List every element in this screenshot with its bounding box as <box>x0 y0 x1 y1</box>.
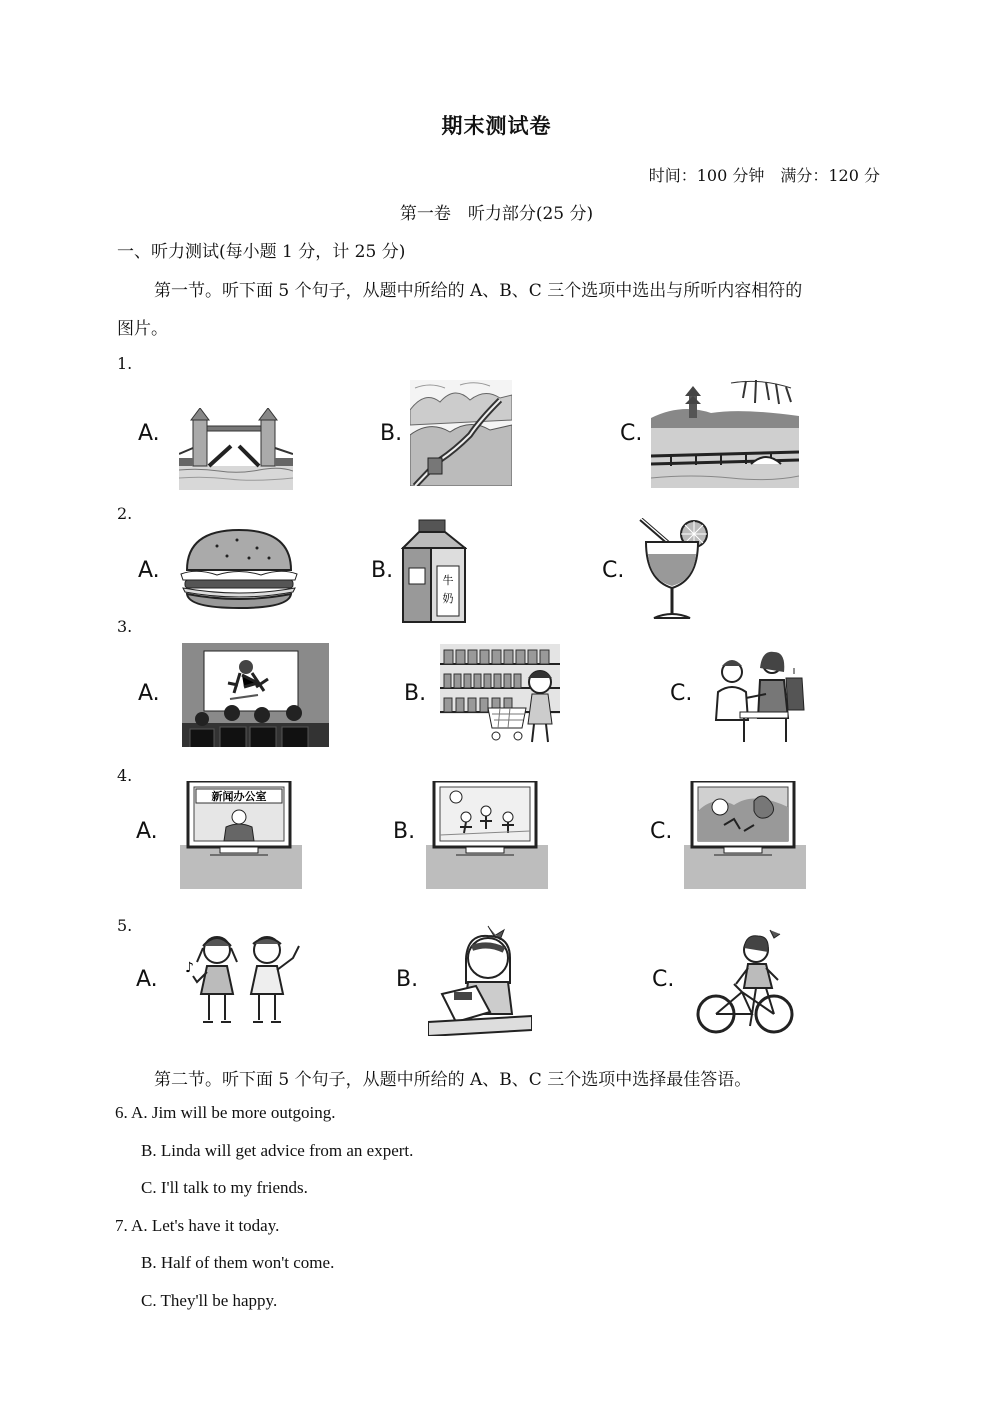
option-label-c: C. <box>670 681 693 706</box>
option-label-b: B. <box>396 967 419 992</box>
clothes-shop-picture <box>710 650 814 742</box>
juice-glass-picture <box>636 518 712 624</box>
part-title: 第一卷 听力部分(25 分) <box>399 204 594 224</box>
tv-cartoon-picture <box>684 781 806 889</box>
option-label-a: A. <box>138 421 160 446</box>
q7-option-c: C. They'll be happy. <box>141 1291 278 1310</box>
option-label-a: A. <box>138 681 160 706</box>
section-heading: 一、听力测试(每小题 1 分，计 25 分) <box>117 242 406 262</box>
tv-news-picture <box>180 781 302 889</box>
q6-option-b: B. Linda will get advice from an expert. <box>141 1141 414 1160</box>
music-note-icon: ♪ <box>185 960 194 976</box>
option-label-c: C. <box>602 558 625 583</box>
tower-bridge-picture <box>179 408 293 490</box>
girl-cycling-picture <box>696 928 794 1036</box>
option-label-b: B. <box>371 558 394 583</box>
sub-instruction-1-cont: 图片。 <box>117 319 168 339</box>
option-label-a: A. <box>138 558 160 583</box>
option-label-c: C. <box>652 967 675 992</box>
q7-option-b: B. Half of them won't come. <box>141 1253 335 1272</box>
question-number: 2. <box>117 504 133 523</box>
q6-option-a: 6. A. Jim will be more outgoing. <box>115 1103 336 1122</box>
hamburger-picture <box>177 528 301 610</box>
west-lake-picture <box>651 378 799 488</box>
question-number: 1. <box>117 354 133 373</box>
option-label-b: B. <box>380 421 403 446</box>
question-number: 3. <box>117 617 133 636</box>
girls-singing-picture <box>181 928 305 1028</box>
option-label-c: C. <box>620 421 643 446</box>
cinema-picture <box>182 643 329 747</box>
option-label-a: A. <box>136 967 158 992</box>
exam-meta: 时间：100 分钟 满分：120 分 <box>648 166 880 185</box>
tv-soccer-picture <box>426 781 548 889</box>
question-number: 5. <box>117 916 133 935</box>
option-label-b: B. <box>393 819 416 844</box>
milk-label-2: 奶 <box>442 592 454 605</box>
q6-option-c: C. I'll talk to my friends. <box>141 1178 308 1197</box>
girl-reading-picture <box>428 924 532 1036</box>
great-wall-picture <box>410 380 512 486</box>
option-label-c: C. <box>650 819 673 844</box>
milk-label-1: 牛 <box>442 574 454 587</box>
supermarket-picture <box>440 644 560 744</box>
q7-option-a: 7. A. Let's have it today. <box>115 1216 280 1235</box>
sub-instruction-2: 第二节。听下面 5 个句子，从题中所给的 A、B、C 三个选项中选择最佳答语。 <box>154 1070 752 1090</box>
page-title: 期末测试卷 <box>441 113 552 138</box>
milk-carton-picture <box>401 518 467 624</box>
question-number: 4. <box>117 766 133 785</box>
tv-news-label: 新闻办公室 <box>211 790 267 803</box>
sub-instruction-1: 第一节。听下面 5 个句子，从题中所给的 A、B、C 三个选项中选出与所听内容相符的 <box>154 281 803 301</box>
option-label-b: B. <box>404 681 427 706</box>
option-label-a: A. <box>136 819 158 844</box>
